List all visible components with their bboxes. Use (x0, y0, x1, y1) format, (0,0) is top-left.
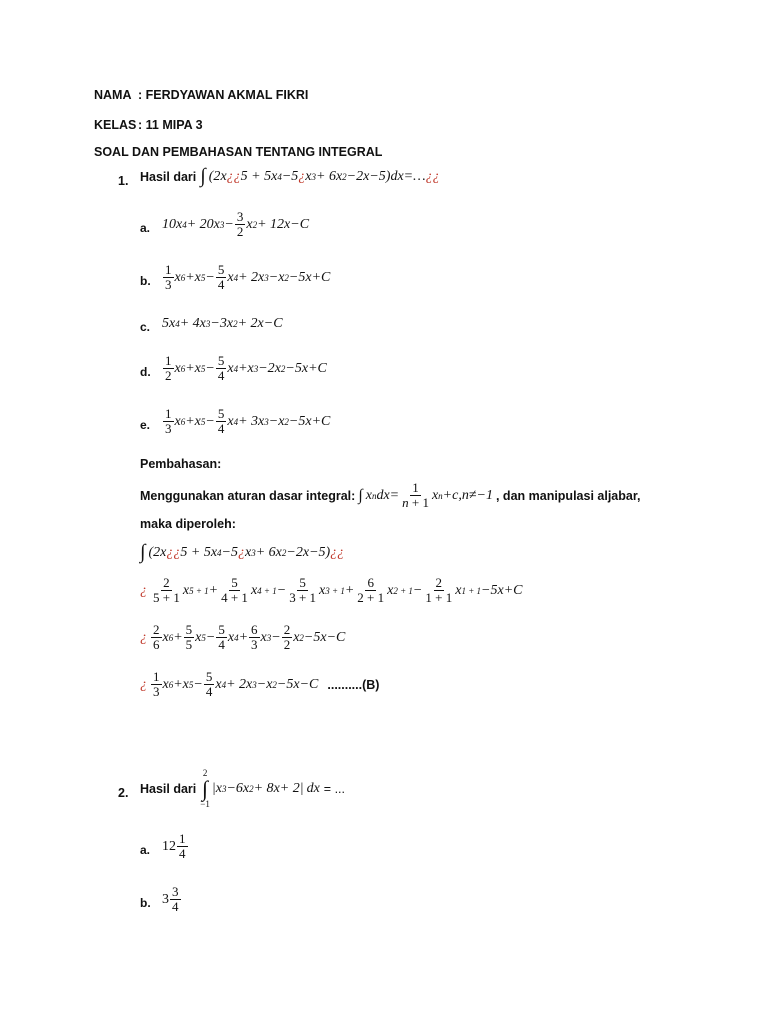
q1-option-c: 5 x 4 + 4 x 3 −3 x 2 + 2 x − C (162, 316, 283, 331)
nama-label: NAMA (94, 88, 132, 102)
q2-option-a-label: a. (140, 843, 151, 857)
nama-value: : FERDYAWAN AKMAL FIKRI (138, 88, 309, 102)
document-title: SOAL DAN PEMBAHASAN TENTANG INTEGRAL (94, 145, 383, 159)
pembahasan-heading: Pembahasan: (140, 457, 222, 471)
q2-integral: 2 ∫ −1 | x 3 −6 x 2 + 8 x + 2| dx (200, 768, 320, 809)
rule-prefix: Menggunakan aturan dasar integral: (140, 488, 356, 503)
rule-suffix: , dan manipulasi aljabar, (495, 488, 641, 503)
q2-lower-limit: −1 (200, 799, 210, 809)
step-3: ¿ $\frac{1}{3}$ x 6 + x 5 − $\frac{5}{4}$ x 4 + 2 x 3 − x 2 −5 x − C ..........(B) (140, 669, 380, 699)
q2-a-num: 1 (179, 831, 186, 846)
q1-option-d: $\frac{1}{2}$ x 6 + x 5 − $\frac{5}{4}$ x 4 + x 3 −2 x 2 −5 x + C (165, 353, 327, 383)
name-line (94, 88, 308, 102)
maka-line: maka diperoleh: (140, 517, 236, 531)
q1-option-e: $\frac{1}{3}$ x 6 + x 5 − $\frac{5}{4}$ x 4 + 3 x 3 − x 2 −5 x + C (165, 406, 331, 436)
kelas-value: : 11 MIPA 3 (138, 118, 203, 132)
q2-a-whole: 12 (162, 838, 176, 854)
q1-number: 1. (118, 174, 129, 188)
q1-prompt: Hasil dari (140, 169, 197, 184)
q2-option-a (162, 832, 189, 861)
step-1: ¿ $\frac{2}{5 + 1}$ x 5 + 1 + $\frac{5}{4 + 1}$ x 4 + 1 − $\frac{5}{3 + 1}$ x 3 + 1 + $\frac{6}{2 + 1}$ x 2 + 1 − $\frac{2}{1 + 1}$ x 1 + 1 −5 x + C (140, 575, 523, 605)
kelas-label: KELAS (94, 118, 137, 132)
q2-prompt-line (140, 768, 345, 810)
q2-b-num: 3 (172, 884, 179, 899)
q1-prompt-line (140, 165, 440, 188)
class-line (94, 118, 203, 132)
q1-option-e-label: e. (140, 418, 151, 432)
q2-suffix: = ... (323, 782, 345, 796)
q2-b-whole: 3 (162, 891, 169, 907)
q1-option-a-label: a. (140, 221, 151, 235)
q1-option-b: $\frac{1}{3}$ x 6 + x 5 − $\frac{5}{4}$ x 4 + 2 x 3 − x 2 −5 x + C (165, 262, 331, 292)
q1-option-b-label: b. (140, 274, 151, 288)
q1-option-a: 10 x 4 + 20 x 3 − $\frac{3}{2}$ x 2 + 12 x − C (162, 209, 310, 239)
q2-a-den: 4 (179, 846, 186, 861)
q2-prompt: Hasil dari (140, 782, 197, 796)
step-2: ¿ $\frac{2}{6}$ x 6 + $\frac{5}{5}$ x 5 − $\frac{5}{4}$ x 4 + $\frac{6}{3}$ x 3 − $\frac{2}{2}$ x 2 −5 x − C (140, 622, 346, 652)
q2-upper-limit: 2 (202, 768, 208, 778)
answer-tag: ..........(B) (327, 677, 380, 692)
q1-option-c-label: c. (140, 320, 151, 334)
q1-option-d-label: d. (140, 365, 151, 379)
q1-integral: ∫ (2 x ¿¿ 5 + 5 x 4 −5 ¿ x 3 + 6 x 2 −2 x −5) dx =… ¿¿ (200, 165, 440, 187)
rule-line (140, 481, 640, 510)
q2-option-b-label: b. (140, 896, 151, 910)
rule-formula: ∫ x n dx = $\frac{1}{n + 1}$ x n + c , n ≠−1 (358, 480, 493, 510)
q2-number: 2. (118, 786, 129, 800)
step-0: ∫ (2 x ¿¿ 5 + 5 x 4 −5 ¿ x 3 + 6 x 2 −2 x −5) ¿¿ (140, 541, 345, 563)
q2-b-den: 4 (172, 899, 179, 914)
q2-option-b (162, 885, 182, 914)
